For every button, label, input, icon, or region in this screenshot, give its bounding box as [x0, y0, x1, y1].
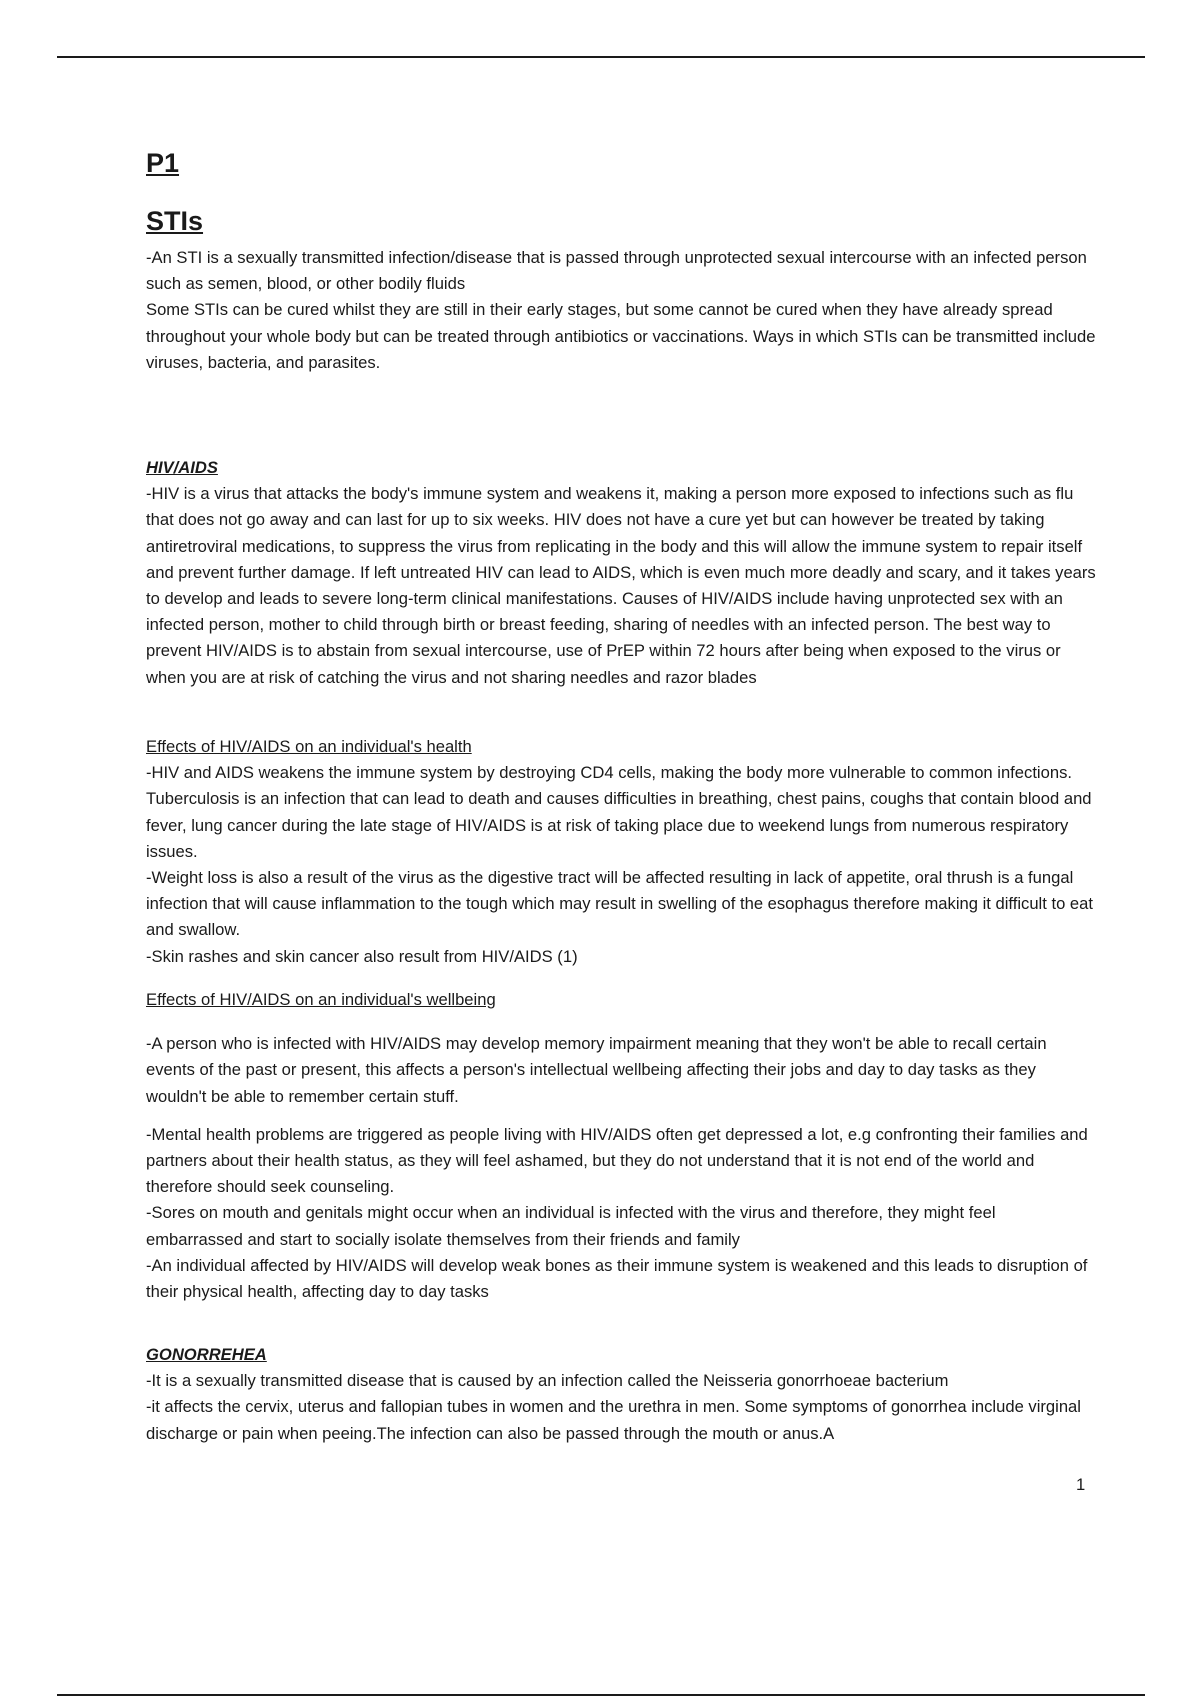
wellbeing-effects-paragraph-3: -Sores on mouth and genitals might occur when an individual is infected with the virus and therefore, they might feel embarrassed and start to socially isolate themselves from their friends and family — [146, 1203, 996, 1249]
wellbeing-effects-paragraph-1: -A person who is infected with HIV/AIDS may develop memory impairment meaning that they won't be able to recall certain events of the past or present, this affects a person's intellectual wellbeing affecting their jobs and day to day tasks as they wouldn't be able to remember certain stuff. — [146, 1034, 1047, 1106]
hiv-paragraph: -HIV is a virus that attacks the body's immune system and weakens it, making a person more exposed to infections such as flu that does not go away and can last for up to six weeks. HIV does not have a cure yet but can however be treated by taking antiretroviral medications, to suppress the virus from replicating in the body and this will allow the immune system to repair itself and prevent further damage. If left untreated HIV can lead to AIDS, which is even much more deadly and scary, and it takes years to develop and leads to severe long-term clinical manifestations. Causes of HIV/AIDS include having unprotected sex with an infected person, mother to child through birth or breast feeding, sharing of needles with an infected person. The best way to prevent HIV/AIDS is to abstain from sexual intercourse, use of PrEP within 72 hours after being when exposed to the virus or when you are at risk of catching the virus and not sharing needles and razor blades — [146, 484, 1096, 687]
health-effects-paragraph-1: -HIV and AIDS weakens the immune system by destroying CD4 cells, making the body more vulnerable to common infections. Tuberculosis is an infection that can lead to death and causes difficulties in breathing, chest pains, coughs that contain blood and fever, lung cancer during the late stage of HIV/AIDS is at risk of taking place due to weekend lungs from numerous respiratory issues. — [146, 763, 1092, 861]
intro-paragraph-1: -An STI is a sexually transmitted infection/disease that is passed through unprotected sexual intercourse with an infected person such as semen, blood, or other bodily fluids — [146, 248, 1087, 294]
wellbeing-effects-heading: Effects of HIV/AIDS on an individual's wellbeing — [146, 990, 496, 1009]
intro-section — [146, 245, 1096, 376]
section-heading-stis: STIs — [146, 206, 204, 236]
hiv-section — [146, 455, 1096, 691]
intro-paragraph-2: Some STIs can be cured whilst they are still in their early stages, but some cannot be cured when they have already spread throughout your whole body but can be treated through antibiotics or vaccinations. Ways in which STIs can be transmitted include viruses, bacteria, and parasites. — [146, 300, 1096, 372]
page-number: 1 — [1076, 1475, 1086, 1494]
health-effects-heading: Effects of HIV/AIDS on an individual's health — [146, 737, 472, 756]
footer-rule — [57, 1694, 1145, 1696]
health-effects-paragraph-3: -Skin rashes and skin cancer also result from HIV/AIDS (1) — [146, 946, 578, 966]
gonorrhea-paragraph-1: -It is a sexually transmitted disease that is caused by an infection called the Neisseria gonorrhoeae bacterium — [146, 1371, 949, 1391]
header-rule — [57, 56, 1145, 58]
wellbeing-effects-paragraph-4: -An individual affected by HIV/AIDS will develop weak bones as their immune system is weakened and this leads to disruption of their physical health, affecting day to day tasks — [146, 1255, 1088, 1302]
wellbeing-effects-section — [146, 987, 1096, 1305]
wellbeing-effects-paragraph-2: -Mental health problems are triggered as people living with HIV/AIDS often get depressed a lot, e.g confronting their families and partners about their health status, as they will feel ashamed, but they do not understand that it is not end of the world and therefore should seek counseling. — [146, 1124, 1088, 1197]
health-effects-paragraph-2: -Weight loss is also a result of the virus as the digestive tract will be affected resulting in lack of appetite, oral thrush is a fungal infection that will cause inflammation to the tough which may result in swelling of the esophagus therefore making it difficult to eat and swallow. — [146, 868, 1093, 940]
page-heading-p1: P1 — [146, 148, 180, 178]
hiv-heading: HIV/AIDS — [146, 458, 218, 477]
health-effects-section — [146, 734, 1096, 970]
gonorrhea-heading: GONORREHEA — [146, 1345, 267, 1364]
gonorrhea-paragraph-2: -it affects the cervix, uterus and fallopian tubes in women and the urethra in men. Some symptoms of gonorrhea include virginal discharge or pain when peeing.The infection can also be passed through the mouth or anus.A — [146, 1397, 1081, 1443]
gonorrhea-section — [146, 1342, 1096, 1447]
